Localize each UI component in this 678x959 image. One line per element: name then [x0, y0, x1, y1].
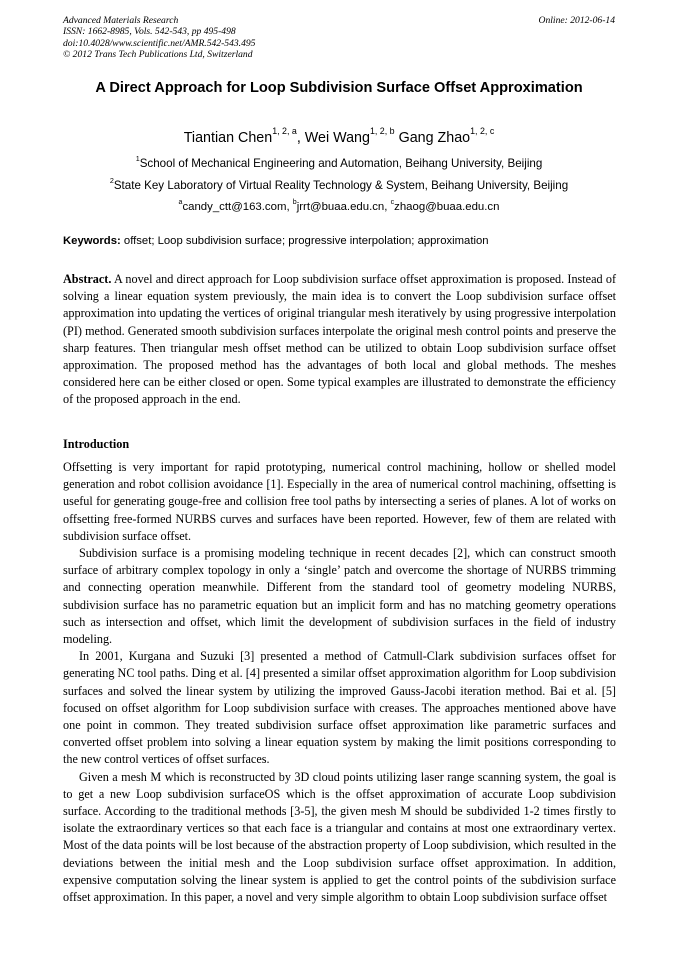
affiliation-2 — [0, 175, 678, 192]
keywords-label: Keywords: — [63, 235, 121, 247]
copyright-line: © 2012 Trans Tech Publications Ltd, Switzerland — [63, 48, 253, 60]
email-link[interactable]: zhaog@buaa.edu.cn — [394, 201, 500, 213]
author-list: Tiantian Chen$^{1, 2, a}$, Wei Wang$^{1, 2, b}$ Gang Zhao$^{1, 2, c}$ — [183, 126, 495, 146]
journal-name: Advanced Materials Research — [63, 15, 179, 26]
abstract-text: A novel and direct approach for Loop subdivision surface offset approximation is proposed. Instead of solving a linear equation system previously, the main idea is to convert the Loop subdivision surface offset approximation into updating the vertices of original triangular mesh iteratively by using progressive interpolation (PI) method. Generated smooth subdivision surfaces interpolate the original mesh control points and preserve the sharp features. Then triangular mesh offset method can be utilized to obtain Loop subdivision surface offset approximation. The proposed method has the advantages of both local and global methods. The meshes considered here can be either closed or open. Some typical examples are illustrated to demonstrate the efficiency of the proposed approach in the end. — [63, 272, 617, 407]
paragraph: In 2001, Kurgana and Suzuki [3] presented a method of Catmull-Clark subdivision surfaces offset for generating NC tool paths. Ding et al. [4] presented a similar offset approximation algorithm for Loop subdivision surfaces and solved the linear system by utilizing the improved Gauss-Jacobi iteration method. Bai et al. [5] focused on offset algorithm for Loop subdivision surface with creases. The approaches mentioned above have one point in common. They treated subdivision surface offset approximation like parametric surfaces and converted offset problem into solving a linear equation system by making the limit positions corresponding to the new control vertices of offset surfaces. — [63, 649, 616, 767]
author-superscript: 1, 2, a — [272, 126, 297, 137]
email-superscript: c — [390, 198, 395, 206]
author-name: Wei Wang — [304, 130, 370, 146]
email-link[interactable]: jrrt@buaa.edu.cn — [296, 201, 385, 213]
paragraph: Offsetting is very important for rapid prototyping, numerical control machining, hollow or shelled model generation and robot collision avoidance [1]. Especially in the area of numerical control machining, offsetting is useful for generating gouge-free and collision free tool paths by intersecting a series of planes. A lot of works on offsetting free-formed NURBS curves and surfaces have been reported. However, few of them are related with subdivision surface offset. — [63, 460, 616, 543]
journal-header — [63, 15, 615, 60]
email-superscript: b — [292, 198, 297, 206]
author-superscript: 1, 2, b — [369, 126, 395, 137]
affiliation-superscript: 1 — [135, 153, 140, 163]
online-date: Online: 2012-06-14 — [538, 15, 615, 26]
author-name: Gang Zhao — [398, 130, 471, 146]
issn-line: ISSN: 1662-8985, Vols. 542-543, pp 495-498 — [63, 26, 236, 38]
paper-title: A Direct Approach for Loop Subdivision Surface Offset Approximation — [95, 80, 583, 96]
affiliation-text: School of Mechanical Engineering and Automation, Beihang University, Beijing — [139, 157, 543, 170]
keywords — [63, 235, 616, 247]
section-heading-introduction: Introduction — [63, 437, 130, 451]
author-name: Tiantian Chen — [183, 130, 273, 146]
paragraph: Subdivision surface is a promising modeling technique in recent decades [2], which can construct smooth surface of arbitrary complex topology in only a ‘single’ patch and overcome the shortage of NURBS trimming and connecting operation meanwhile. Different from the standard tool of geometry modeling NURBS, subdivision surface has no parametric equation but an implicit form and has no matching geometry operations such as intersection and offset, which limit the development of subdivision surfaces in the field of industry modeling. — [63, 546, 616, 647]
keywords-text: offset; Loop subdivision surface; progressive interpolation; approximation — [123, 235, 489, 247]
doi-line: doi:10.4028/www.scientific.net/AMR.542-543.495 — [63, 37, 256, 49]
introduction-body — [63, 459, 616, 906]
email-link[interactable]: candy_ctt@163.com — [182, 201, 287, 213]
affiliation-superscript: 2 — [109, 175, 114, 185]
paragraph: Given a mesh M which is reconstructed by 3D cloud points utilizing laser range scanning system, the goal is to get a new Loop subdivision surfaceOS which is the offset approximation of accurate Loop subdivision surface. According to the traditional methods [3-5], the given mesh M should be subdivided 1-2 times firstly to isolate the extraordinary vertices so that each face is a triangular and contains at most one extraordinary vertex. Most of the data points will be lost because of the abstraction property of Loop subdivision, which resulted in the deviations between the initial mesh and the Loop subdivision surface offset approximation. In addition, expensive computation solving the linear system is applied to get the control points of the subdivision surface offset approximation. In this paper, a novel and very simple algorithm to obtain Loop subdivision surface offset — [63, 769, 616, 905]
email-superscript: a — [178, 198, 183, 206]
abstract — [63, 271, 616, 409]
affiliation-1 — [0, 153, 678, 170]
abstract-label: Abstract. — [63, 272, 112, 286]
affiliation-text: State Key Laboratory of Virtual Reality Technology & System, Beihang University, Beijing — [113, 179, 569, 192]
email-list: $^a$candy_ctt@163.com, $^b$jrrt@buaa.edu.cn, $^c$zhaog@buaa.edu.cn — [178, 198, 500, 213]
author-superscript: 1, 2, c — [470, 126, 495, 137]
